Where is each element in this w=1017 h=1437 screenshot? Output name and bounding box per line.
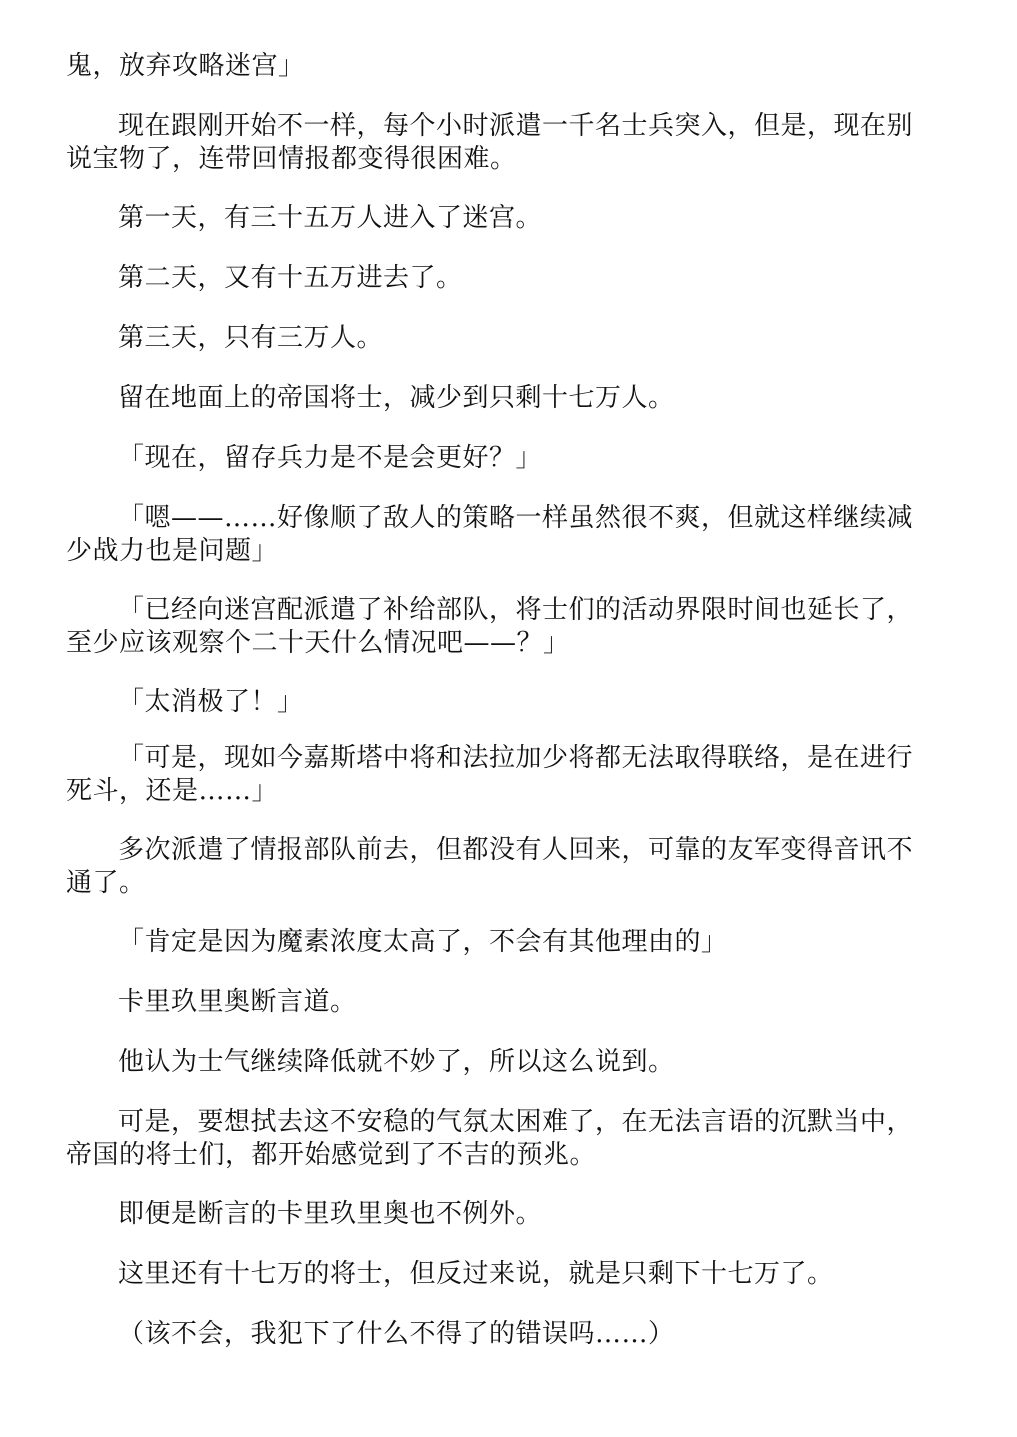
paragraph-14: 卡里玖里奥断言道。	[118, 987, 357, 1017]
paragraph-7: 「现在，留存兵力是不是会更好？」	[118, 443, 543, 473]
paragraph-5: 第三天，只有三万人。	[118, 323, 384, 353]
paragraph-3: 第一天，有三十五万人进入了迷宫。	[118, 203, 543, 233]
paragraph-2: 现在跟刚开始不一样，每个小时派遣一千名士兵突入，但是，现在别说宝物了，连带回情报都变得很困难。	[66, 111, 914, 174]
paragraph-12: 多次派遣了情报部队前去，但都没有人回来，可靠的友军变得音讯不通了。	[66, 835, 914, 898]
paragraph-19: （该不会，我犯下了什么不得了的错误吗……）	[118, 1319, 675, 1349]
paragraph-11: 「可是，现如今嘉斯塔中将和法拉加少将都无法取得联络，是在进行死斗，还是……」	[66, 743, 914, 806]
paragraph-17: 即便是断言的卡里玖里奥也不例外。	[118, 1199, 543, 1229]
paragraph-8: 「嗯——……好像顺了敌人的策略一样虽然很不爽，但就这样继续减少战力也是问题」	[66, 503, 914, 566]
paragraph-18: 这里还有十七万的将士，但反过来说，就是只剩下十七万了。	[118, 1259, 834, 1289]
paragraph-16: 可是，要想拭去这不安稳的气氛太困难了，在无法言语的沉默当中，帝国的将士们，都开始感觉到了不吉的预兆。	[66, 1107, 914, 1170]
paragraph-15: 他认为士气继续降低就不妙了，所以这么说到。	[118, 1047, 675, 1077]
paragraph-6: 留在地面上的帝国将士，减少到只剩十七万人。	[118, 383, 675, 413]
paragraph-4: 第二天，又有十五万进去了。	[118, 263, 463, 293]
paragraph-13: 「肯定是因为魔素浓度太高了，不会有其他理由的」	[118, 927, 728, 957]
paragraph-9: 「已经向迷宫配派遣了补给部队，将士们的活动界限时间也延长了，至少应该观察个二十天什么情况吧——？」	[66, 595, 914, 658]
paragraph-1: 鬼，放弃攻略迷宫」	[66, 51, 305, 81]
paragraph-10: 「太消极了！」	[118, 687, 304, 717]
